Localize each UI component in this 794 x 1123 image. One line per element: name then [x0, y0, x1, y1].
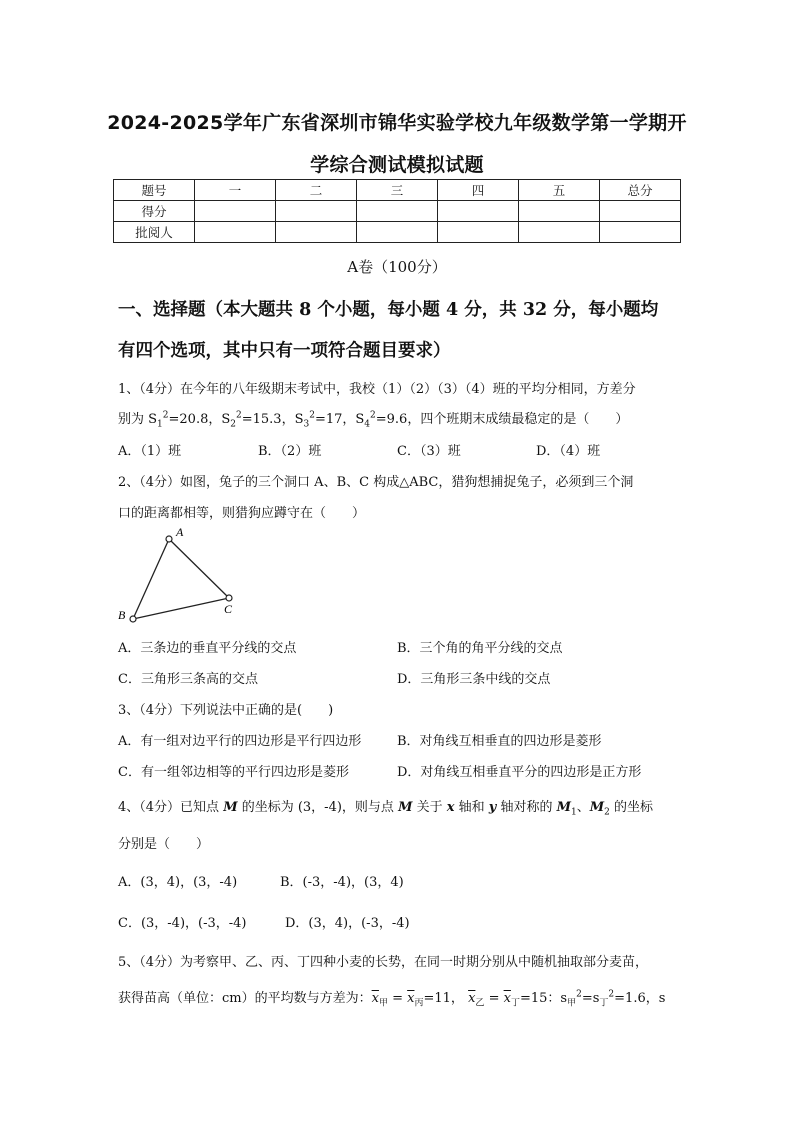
score-table-row: [114, 201, 681, 222]
row-label: 得分: [114, 201, 195, 222]
q2-stem-line1: 2、（4分）如图，兔子的三个洞口 A、B、C 构成△ABC，猎狗想捕捉兔子，必须到三个洞: [118, 475, 634, 490]
grader-cell[interactable]: [519, 222, 600, 243]
header-cell: 二: [276, 180, 357, 201]
label-b: B: [118, 608, 126, 622]
q1-option-c[interactable]: C．（3）班: [397, 444, 461, 459]
score-cell[interactable]: [519, 201, 600, 222]
exam-title-line2: 学综合测试模拟试题: [310, 154, 484, 176]
grader-cell[interactable]: [600, 222, 681, 243]
header-cell: 总分: [600, 180, 681, 201]
q4-option-c[interactable]: C．(3，-4)，(-3，-4): [118, 916, 247, 931]
q2-option-d[interactable]: D．三角形三条中线的交点: [397, 672, 551, 687]
header-cell: 五: [519, 180, 600, 201]
label-a: A: [176, 525, 184, 539]
point-a: [166, 536, 172, 542]
score-cell[interactable]: [438, 201, 519, 222]
label-c: C: [224, 602, 233, 616]
section1-heading-line2: 有四个选项，其中只有一项符合题目要求）: [118, 341, 451, 361]
score-table-header-row: [114, 180, 681, 201]
grader-cell[interactable]: [357, 222, 438, 243]
q3-option-a[interactable]: A．有一组对边平行的四边形是平行四边形: [118, 734, 362, 749]
edge-ab: [133, 539, 169, 619]
score-cell[interactable]: [357, 201, 438, 222]
score-cell[interactable]: [600, 201, 681, 222]
header-cell: 题号: [114, 180, 195, 201]
row-label: 批阅人: [114, 222, 195, 243]
q3-option-b[interactable]: B．对角线互相垂直的四边形是菱形: [397, 734, 602, 749]
q5-stem-line2: 获得苗高（单位：cm）的平均数与方差为：$\overline{x}_甲 = \overline{x}_丙=11$， $\overline{x}_乙 = \overline{x}_丁=15$：$s_甲^2=s_丁^2=1.6$，s: [118, 989, 666, 1009]
q2-option-a[interactable]: A．三条边的垂直平分线的交点: [118, 641, 297, 656]
q2-option-b[interactable]: B．三个角的角平分线的交点: [397, 641, 563, 656]
grader-cell[interactable]: [438, 222, 519, 243]
q5-stem-line1: 5、（4分）为考察甲、乙、丙、丁四种小麦的长势，在同一时期分别从中随机抽取部分麦苗，: [118, 955, 649, 970]
score-cell[interactable]: [195, 201, 276, 222]
grader-cell[interactable]: [276, 222, 357, 243]
q3-option-c[interactable]: C．有一组邻边相等的平行四边形是菱形: [118, 765, 349, 780]
score-table-row: [114, 222, 681, 243]
point-b: [130, 616, 136, 622]
q1-option-a[interactable]: A．（1）班: [118, 444, 182, 459]
q1-stem-line1: 1、（4分）在今年的八年级期末考试中，我校（1）（2）（3）（4）班的平均分相同，方差分: [118, 382, 636, 397]
point-c: [226, 595, 232, 601]
header-cell: 一: [195, 180, 276, 201]
q1-stem-line2: 别为 $S_1^2=20.8$，$S_2^2=15.3$，$S_3^2=17$，$S_4^2=9.6$，四个班期末成绩最稳定的是（ ）: [118, 410, 629, 430]
q3-option-d[interactable]: D．对角线互相垂直平分的四边形是正方形: [397, 765, 642, 780]
header-cell: 四: [438, 180, 519, 201]
score-table: [113, 179, 681, 243]
exam-title-line1: 2024-2025学年广东省深圳市锦华实验学校九年级数学第一学期开: [107, 112, 687, 134]
q4-stem-line1: 4、（4分）已知点 M 的坐标为 (3，-4)，则与点 M 关于 x 轴和 y 轴对称的 $M_1$、$M_2$ 的坐标: [118, 800, 653, 818]
q1-option-d[interactable]: D．（4）班: [536, 444, 601, 459]
q1-option-b[interactable]: B．（2）班: [258, 444, 322, 459]
q4-option-d[interactable]: D．(3，4)，(-3，-4): [285, 916, 410, 931]
q2-option-c[interactable]: C．三角形三条高的交点: [118, 672, 258, 687]
q3-stem: 3、（4分）下列说法中正确的是( ): [118, 703, 334, 718]
q4-stem-line2: 分别是（ ）: [118, 837, 210, 852]
edge-ac: [169, 539, 229, 598]
triangle-figure: [112, 525, 252, 625]
header-cell: 三: [357, 180, 438, 201]
section-a-heading: A卷（100分）: [347, 258, 447, 276]
q4-option-b[interactable]: B．(-3，-4)，(3，4): [280, 875, 404, 890]
q4-option-a[interactable]: A．(3，4)，(3，-4): [118, 875, 238, 890]
grader-cell[interactable]: [195, 222, 276, 243]
section1-heading-line1: 一、选择题（本大题共 8 个小题，每小题 4 分，共 32 分，每小题均: [118, 300, 659, 320]
q2-stem-line2: 口的距离都相等，则猎狗应蹲守在（ ）: [118, 506, 366, 521]
score-cell[interactable]: [276, 201, 357, 222]
edge-bc: [133, 598, 229, 619]
